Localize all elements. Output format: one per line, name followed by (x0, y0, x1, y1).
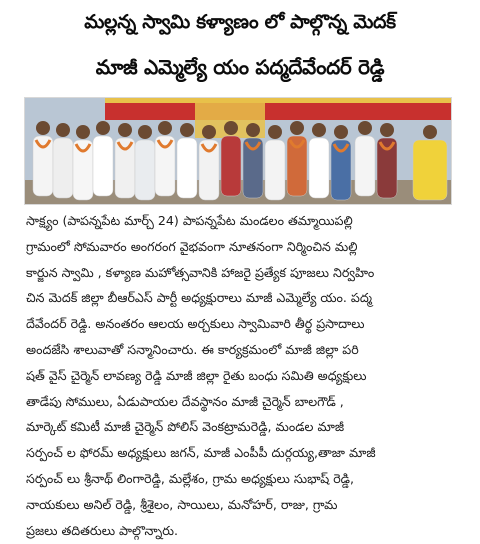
person-head (224, 121, 238, 135)
news-photo (24, 97, 452, 205)
person-head (312, 123, 326, 137)
person-head (423, 125, 437, 139)
article-line: మార్కెట్ కమిటీ మాజీ చైర్మెన్ పోలిస్ వెంకట్రామరెడ్డి, మండల మాజీ (26, 419, 345, 435)
article-body (26, 208, 460, 543)
person-figure (355, 136, 375, 196)
group-photo-illustration (25, 98, 451, 204)
article-line: ప్రజలు తదితరులు పాల్గొన్నారు. (26, 522, 179, 538)
person-head (268, 125, 282, 139)
person-figure (377, 138, 397, 198)
article-line: చిన మెదక్ జిల్లా బీఆర్ఎస్ పార్టీ అధ్యక్షురాలు మాజీ ఎమ్మెల్యే యం. పద్మ (26, 290, 372, 306)
person-head (246, 123, 260, 137)
headline-line-2: మాజీ ఎమ్మెల్యే యం పద్మదేవేందర్ రెడ్డి (95, 55, 385, 79)
person-figure (265, 140, 285, 200)
person-figure (413, 140, 447, 200)
person-head (158, 121, 172, 135)
person-head (202, 125, 216, 139)
person-head (118, 123, 132, 137)
person-head (380, 123, 394, 137)
person-figure (115, 138, 135, 198)
person-figure (287, 136, 307, 196)
article-line: తాడేపు సోములు, ఏడుపాయల దేవస్థానం మాజీ చైర్మెన్ బాలగౌడ్ , (26, 393, 344, 409)
headline-line-1: మల్లన్న స్వామి కళ్యాణం లో పాల్గొన్న మెదక్ (84, 11, 396, 33)
article-line: సాక్ష్యం (పాపన్నపేట మార్చ్ 24) పాపన్నపేట మండలం తమ్మాయిపల్లి (26, 213, 353, 228)
person-head (290, 121, 304, 135)
article-line: గ్రామంలో సోమవారం అంగరంగ వైభవంగా నూతనంగా నిర్మించిన మల్లి (26, 238, 358, 254)
person-head (334, 125, 348, 139)
person-head (56, 123, 70, 137)
article-line: సర్పంచ్ ల ఫోరమ్ అధ్యక్షులు జగన్, మాజీ ఎంపీపీ దుర్గయ్య,తాజా మాజీ (26, 445, 376, 461)
article-line: సర్పంచ్ లు శ్రీనాథ్ లింగారెడ్డి, మల్లేశం, గ్రామ అధ్యక్షులు సుభాష్ రెడ్డి, (26, 470, 354, 486)
person-figure (53, 138, 73, 198)
person-figure (177, 138, 197, 198)
person-head (358, 121, 372, 135)
person-head (180, 123, 194, 137)
person-figure (309, 138, 329, 198)
person-figure (243, 138, 263, 198)
person-head (36, 121, 50, 135)
person-figure (93, 136, 113, 196)
person-figure (155, 136, 175, 196)
person-figure (331, 140, 351, 200)
article-line: నాయకులు అనిల్ రెడ్డి, శ్రీశైలం, సాయిలు, మనోహర్, రాజు, గ్రామ (26, 496, 338, 512)
article-line: కార్జున స్వామి , కళ్యాణ మహోత్సవానికి హాజరై ప్రత్యేక పూజలు నిర్వహిం (26, 264, 375, 280)
person-figure (221, 136, 241, 196)
person-figure (33, 136, 53, 196)
article-line: అందజేసి శాలువాతో సన్మానించారు. ఈ కార్యక్రమంలో మాజీ జిల్లా పరి (26, 341, 359, 357)
person-figure (73, 140, 93, 200)
person-head (96, 121, 110, 135)
article-line: దేవేందర్ రెడ్డి. అనంతరం ఆలయ అర్చకులు స్వామివారి తీర్థ ప్రసాదాలు (26, 316, 365, 332)
person-head (138, 125, 152, 139)
person-figure (135, 140, 155, 200)
article-line: షత్ వైస్ చైర్మెన్ లావణ్య రెడ్డి మాజీ జిల్లా రైతు బంధు సమితి అధ్యక్షులు (26, 367, 367, 383)
person-head (76, 125, 90, 139)
person-figure (199, 140, 219, 200)
